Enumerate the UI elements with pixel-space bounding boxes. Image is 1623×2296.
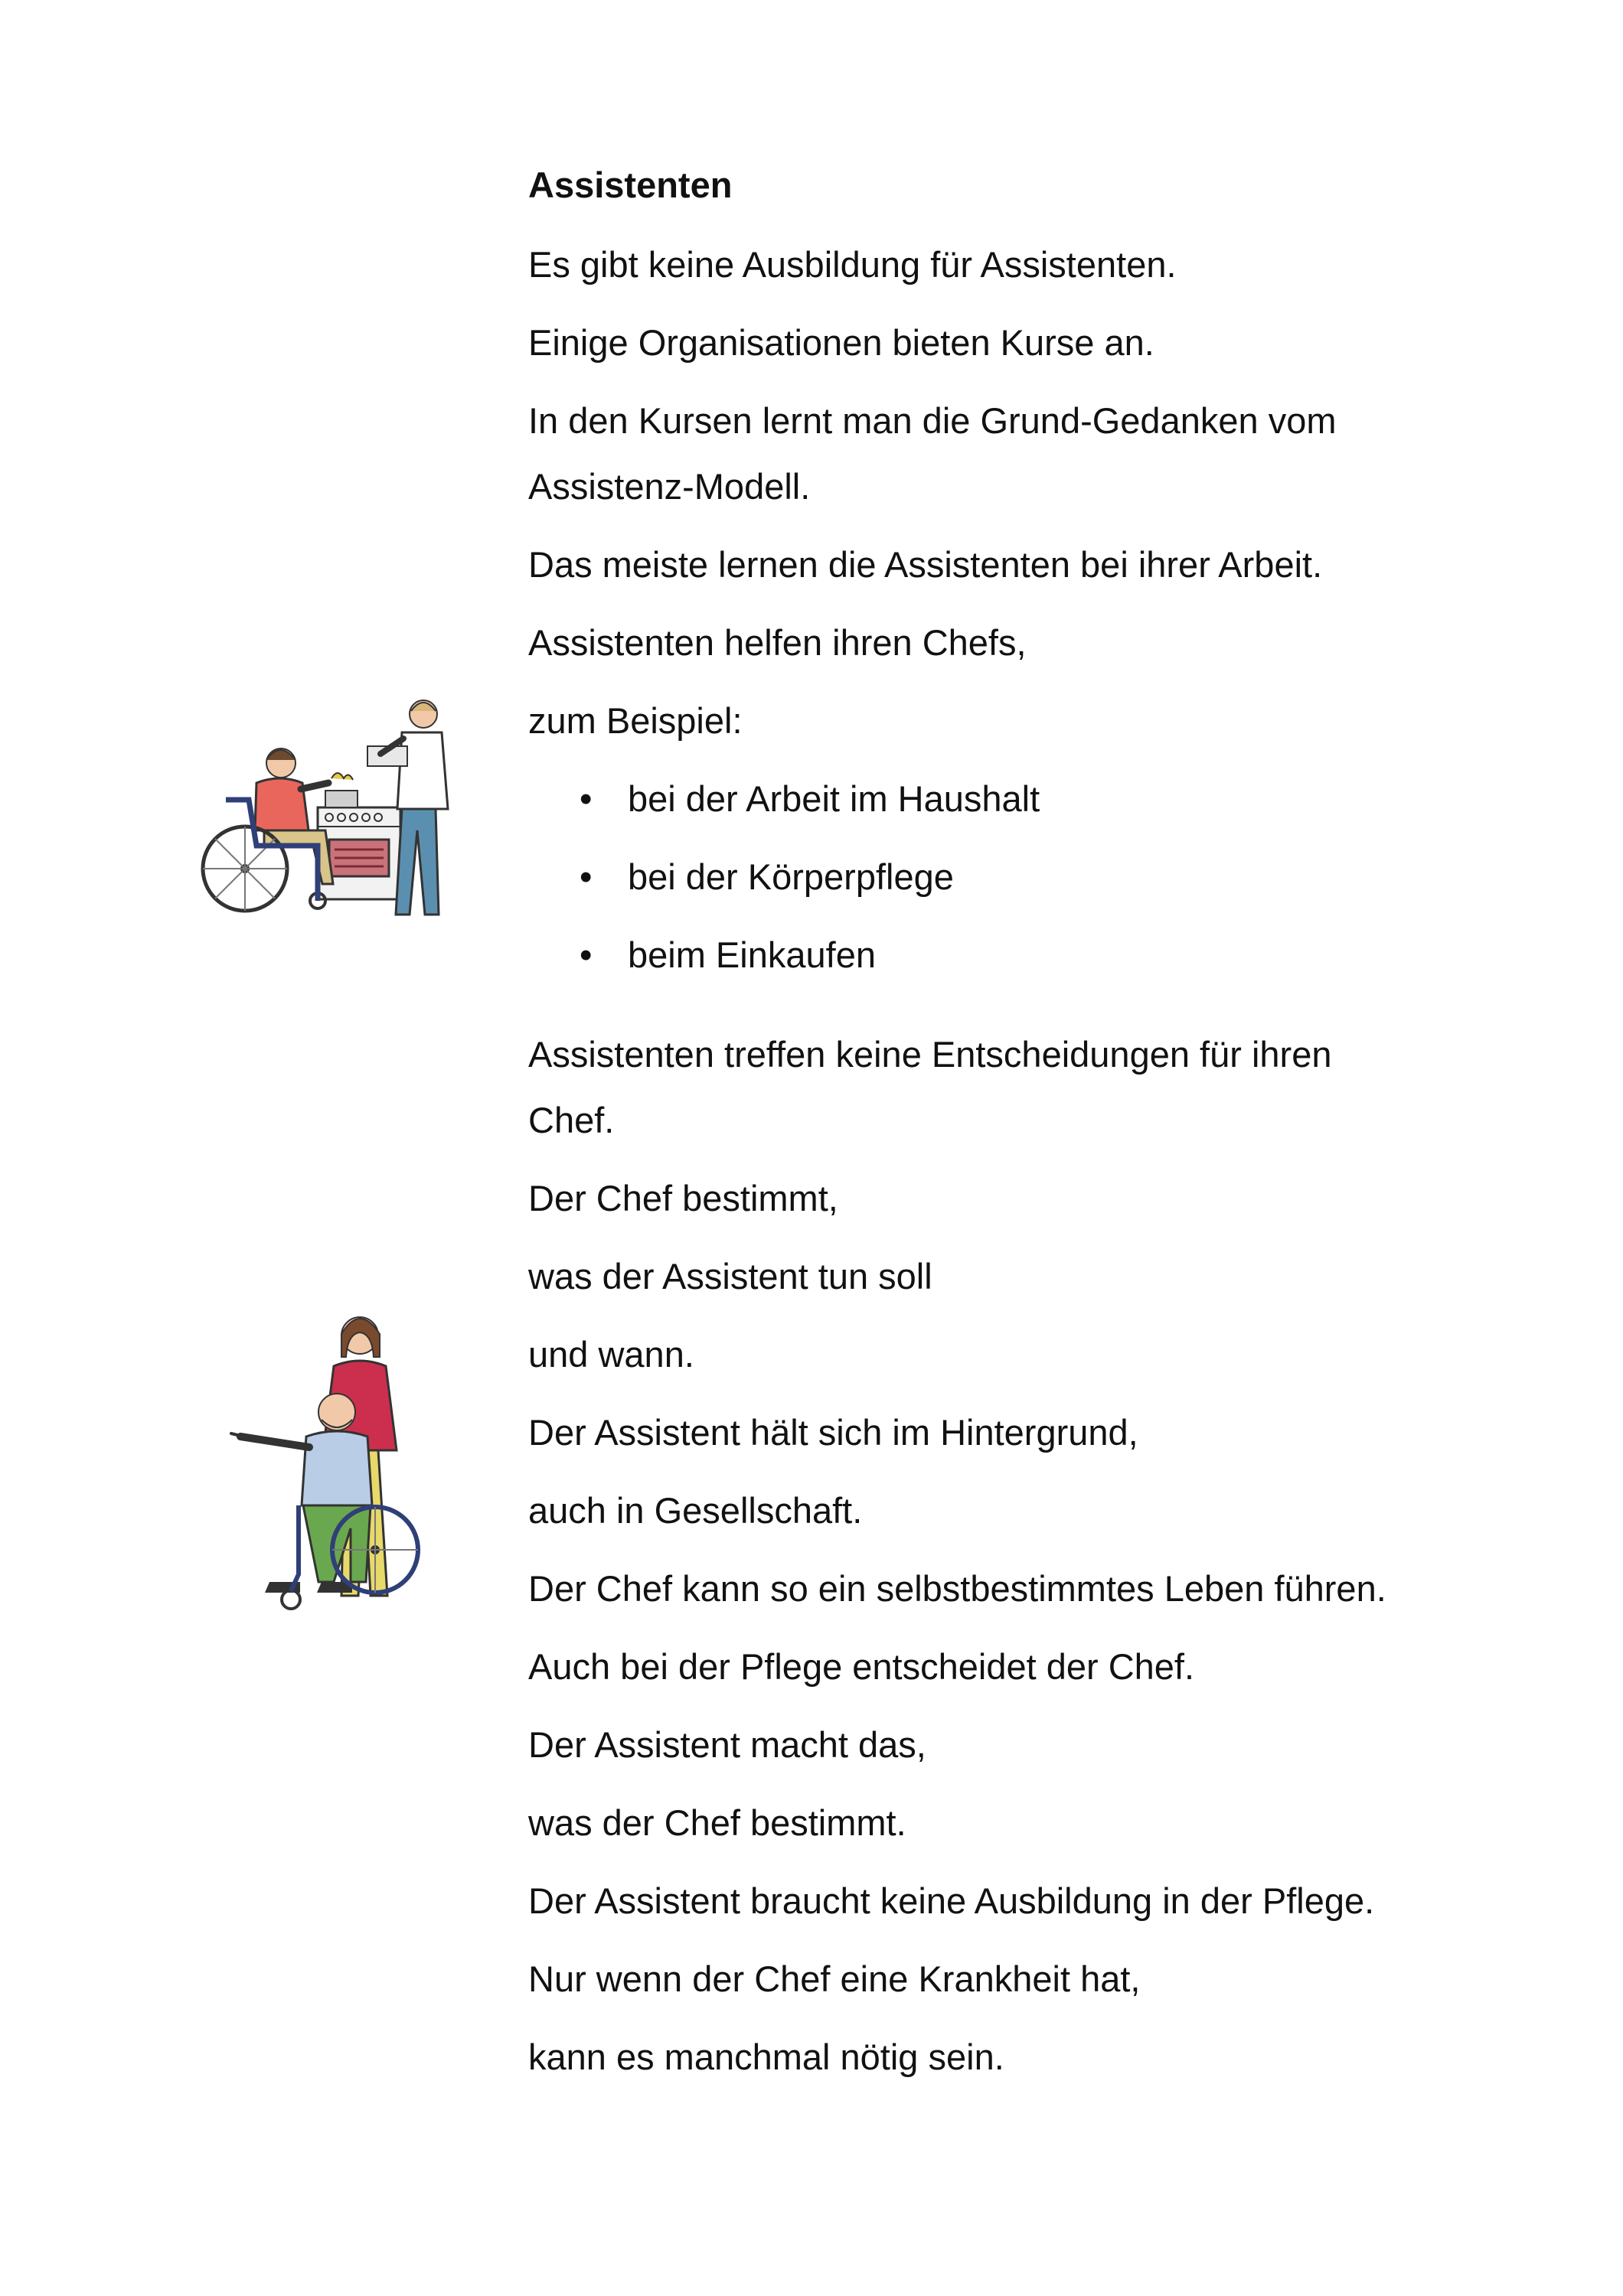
text-line: In den Kursen lernt man die Grund-Gedanken vom	[528, 400, 1337, 441]
assistant-wheelchair-illustration	[230, 1305, 429, 1619]
text-line: Das meiste lernen die Assistenten bei ihrer Arbeit.	[528, 544, 1323, 585]
text-line: Auch bei der Pflege entscheidet der Chef.	[528, 1646, 1195, 1687]
text-line: Der Chef bestimmt,	[528, 1178, 838, 1218]
text-line: und wann.	[528, 1334, 694, 1375]
list-item: bei der Arbeit im Haushalt	[628, 778, 1040, 819]
list-item: bei der Körperpflege	[628, 856, 954, 897]
text-line: Assistenten helfen ihren Chefs,	[528, 622, 1027, 663]
text-line: Der Assistent hält sich im Hintergrund,	[528, 1412, 1138, 1453]
text-line: zum Beispiel:	[528, 700, 743, 741]
text-line: Assistenten treffen keine Entscheidungen für ihren	[528, 1034, 1332, 1075]
text-line: was der Assistent tun soll	[528, 1256, 932, 1296]
bullet-marker: •	[580, 934, 593, 975]
text-line: Nur wenn der Chef eine Krankheit hat,	[528, 1958, 1141, 1999]
text-line: Chef.	[528, 1100, 615, 1140]
bullet-marker: •	[580, 778, 593, 819]
text-line: auch in Gesellschaft.	[528, 1490, 863, 1531]
text-line: Assistenz-Modell.	[528, 466, 811, 507]
text-line: was der Chef bestimmt.	[528, 1802, 906, 1843]
text-line: Einige Organisationen bieten Kurse an.	[528, 322, 1154, 363]
page-title: Assistenten	[528, 165, 733, 205]
text-line: Es gibt keine Ausbildung für Assistenten.	[528, 244, 1177, 285]
list-item: beim Einkaufen	[628, 934, 876, 975]
text-line: Der Assistent braucht keine Ausbildung in der Pflege.	[528, 1880, 1375, 1921]
wheelchair-cooking-illustration	[195, 693, 471, 938]
text-line: Der Chef kann so ein selbstbestimmtes Leben führen.	[528, 1568, 1386, 1609]
text-line: kann es manchmal nötig sein.	[528, 2037, 1004, 2077]
text-line: Der Assistent macht das,	[528, 1724, 926, 1765]
bullet-marker: •	[580, 856, 593, 897]
